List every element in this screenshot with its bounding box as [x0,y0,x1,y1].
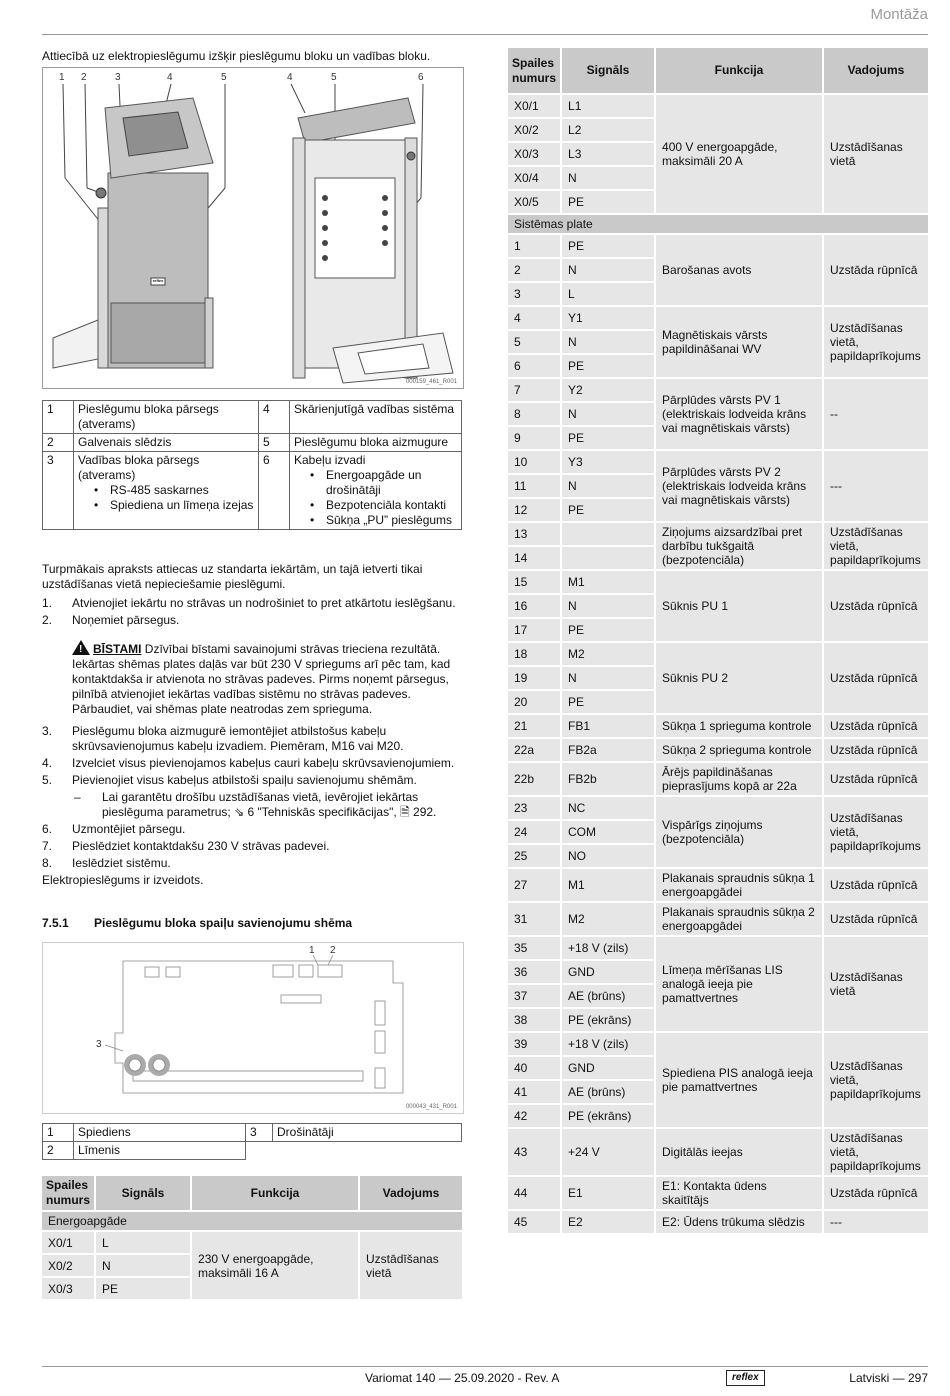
table-row [508,1033,928,1055]
step-number: 2. [42,613,53,627]
group-row [508,215,928,233]
col-signal: Signāls [96,1176,190,1210]
signal-cell: M1 [562,869,654,901]
table-row [508,523,928,545]
steps-list-b [42,724,462,888]
footer-rule [42,1366,928,1367]
signal-cell: PE [562,691,654,713]
signal-cell: PE (ekrāns) [562,1009,654,1031]
section-title: Pieslēgumu bloka spaiļu savienojumu shēma [94,916,353,930]
wiring-cell: -- [824,379,928,449]
step-item [42,724,462,754]
terminal-number-cell: 17 [508,619,560,641]
terminal-number-cell: 12 [508,499,560,521]
signal-cell: M2 [562,643,654,665]
legend-bullet: • RS-485 saskarnes [98,483,254,498]
terminal-number-cell: 21 [508,715,560,737]
function-cell: Spiediena PIS analogā ieeja pie pamattvertnes [656,1033,822,1127]
legend-table-1 [42,400,462,530]
terminal-number-cell: 3 [508,283,560,305]
signal-cell: M2 [562,903,654,935]
terminal-number-cell: 10 [508,451,560,473]
terminal-number-cell: 23 [508,797,560,819]
callout-2: 2 [81,72,87,83]
legend-num: 4 [259,401,290,434]
function-cell: Plakanais spraudnis sūkņa 1 energoapgādei [656,869,822,901]
function-cell: Pārplūdes vārsts PV 2 (elektriskais lodveida krāns vai magnētiskais vārsts) [656,451,822,521]
function-cell: Sūkņa 2 sprieguma kontrole [656,739,822,761]
wiring-cell: Uzstādīšanas vietā [824,937,928,1031]
terminal-number-cell: 43 [508,1129,560,1175]
wiring-cell: Uzstāda rūpnīcā [824,763,928,795]
signal-cell: +24 V [562,1129,654,1175]
group-label: Sistēmas plate [508,215,928,233]
step-text: Ieslēdziet sistēmu. [72,856,171,870]
terminal-number-cell: X0/3 [42,1278,94,1299]
table-row [508,451,928,473]
terminal-number-cell: 42 [508,1105,560,1127]
table-row [42,1232,462,1253]
step-item [42,773,462,788]
function-cell: E1: Kontakta ūdens skaitītājs [656,1177,822,1209]
signal-cell: NO [562,845,654,867]
callout-1: 1 [59,72,65,83]
signal-cell: E1 [562,1177,654,1209]
wiring-cell: Uzstādīšanas vietā [360,1232,462,1299]
table-body [508,235,928,1233]
signal-cell: PE [562,191,654,213]
terminal-number-cell: 36 [508,961,560,983]
step-text: Noņemiet pārsegus. [72,613,180,627]
wiring-cell: Uzstāda rūpnīcā [824,1177,928,1209]
step-number: 5. [42,773,53,787]
legend-bullet: • Sūkņa „PU” pieslēgums [314,513,457,528]
legend-text: Drošinātāji [273,1124,462,1142]
legend-num: 5 [259,434,290,452]
terminal-number-cell: 16 [508,595,560,617]
legend-bullet: • Energoapgāde un drošinātāji [314,468,457,498]
group-label: Energoapgāde [42,1212,462,1230]
terminal-number-cell: X0/1 [508,95,560,117]
table-row [508,715,928,737]
table-row [508,379,928,401]
signal-cell: L1 [562,95,654,117]
terminal-number-cell: 25 [508,845,560,867]
signal-cell: N [562,331,654,353]
wiring-cell: Uzstādīšanas vietā, papildaprīkojums [824,797,928,867]
callout-5b: 5 [331,72,337,83]
terminal-number-cell: 13 [508,523,560,545]
signal-cell: +18 V (zils) [562,1033,654,1055]
table-row [508,763,928,795]
signal-cell: M1 [562,571,654,593]
legend-text: Skārienjutīgā vadības sistēma [290,401,462,434]
system-terminal-table [506,46,930,1235]
terminal-number-cell: 22a [508,739,560,761]
function-cell: Līmeņa mērīšanas LIS analogā ieeja pie pamattvertnes [656,937,822,1031]
signal-cell: Y3 [562,451,654,473]
wiring-cell: Uzstādīšanas vietā, papildaprīkojums [824,307,928,377]
table-row [508,937,928,959]
signal-cell: GND [562,1057,654,1079]
table-row [508,869,928,901]
table-body [42,1232,462,1299]
callout-3: 3 [115,72,121,83]
legend-num: 6 [259,452,290,530]
function-cell: E2: Ūdens trūkuma slēdzis [656,1211,822,1233]
terminal-diagram [42,942,464,1114]
legend-num: 1 [43,1124,74,1142]
signal-cell: +18 V (zils) [562,937,654,959]
step-number: 6. [42,822,53,836]
result-text: Elektropieslēgums ir izveidots. [42,873,204,887]
substep-dash: – [74,790,81,804]
terminal-number-cell: X0/2 [508,119,560,141]
terminal-number-cell: 6 [508,355,560,377]
function-cell: 400 V energoapgāde, maksimāli 20 A [656,95,822,213]
wiring-cell: --- [824,451,928,521]
legend-text: Pieslēgumu bloka aizmugure [290,434,462,452]
signal-cell: N [562,403,654,425]
signal-cell: L3 [562,143,654,165]
terminal-number-cell: 7 [508,379,560,401]
wiring-cell: Uzstādīšanas vietā, papildaprīkojums [824,1129,928,1175]
table-row [508,797,928,819]
legend-bullet: • Spiediena un līmeņa izejas [98,498,254,513]
callout-3: 3 [96,1039,102,1050]
signal-cell: N [562,595,654,617]
signal-cell: N [562,667,654,689]
legend-item-title: Vadības bloka pārsegs (atverams) [78,453,200,482]
signal-cell: FB1 [562,715,654,737]
circuit-board-drawing [43,943,463,1113]
function-cell: Vispārīgs ziņojums (bezpotenciāla) [656,797,822,867]
description-paragraph: Turpmākais apraksts attiecas uz standarta iekārtām, un tajā ietverti tikai uzstādīšanas vietā nepieciešamie pieslēgumi. [42,562,423,591]
signal-cell: FB2a [562,739,654,761]
legend-text [74,452,259,530]
wiring-cell: Uzstāda rūpnīcā [824,739,928,761]
step-number: 7. [42,839,53,853]
function-cell: Ārējs papildināšanas pieprasījums kopā ar 22a [656,763,822,795]
col-wiring: Vadojums [824,48,928,93]
step-number: 3. [42,724,53,738]
terminal-number-cell: 22b [508,763,560,795]
legend-empty [273,1142,462,1160]
legend-num: 2 [43,1142,74,1160]
terminal-number-cell: 37 [508,985,560,1007]
step-item [42,756,462,771]
figure-code: 000043_431_R001 [405,1104,457,1110]
col-wiring: Vadojums [360,1176,462,1210]
legend-num: 1 [43,401,74,434]
terminal-number-cell: 44 [508,1177,560,1209]
table-row [508,1129,928,1175]
step-text: Pieslēgumu bloka aizmugurē iemontējiet atbilstošus kabeļu skrūvsavienojumus kabeļu izvadiem. Piemēram, M16 vai M20. [72,724,404,753]
step-item [42,822,462,837]
danger-notice [72,640,467,717]
legend-item-title: Kabeļu izvadi [294,453,366,467]
terminal-number-cell: 18 [508,643,560,665]
header-rule [42,34,928,35]
step-text: Pievienojiet visus kabeļus atbilstoši spaiļu savienojumu shēmām. [72,773,417,787]
signal-cell: N [562,167,654,189]
danger-text: Dzīvībai bīstami savainojumi strāvas trieciena rezultātā. Iekārtas shēmas plates daļās var būt 230 V spriegums arī pēc tam, kad kontaktdakša ir atvienota no strāvas padeves. Pirms noņemt pārsegus, pilnībā atvienojiet iekārtas vadības sistēmu no strāvas padeves. Pārbaudiet, vai shēmas plate neatrodas zem sprieguma. [72,642,451,716]
terminal-number-cell: 41 [508,1081,560,1103]
wiring-cell: Uzstādīšanas vietā, papildaprīkojums [824,1033,928,1127]
function-cell: Magnētiskais vārsts papildināšanai WV [656,307,822,377]
col-signal: Signāls [562,48,654,93]
terminal-number-cell: 15 [508,571,560,593]
step-number: 8. [42,856,53,870]
legend-row [43,1124,462,1142]
wiring-cell: Uzstāda rūpnīcā [824,235,928,305]
callout-4: 4 [167,72,173,83]
page-section-title: Montāža [870,6,928,23]
terminal-number-cell: 40 [508,1057,560,1079]
signal-cell: L [96,1232,190,1253]
function-cell: Sūknis PU 1 [656,571,822,641]
signal-cell: NC [562,797,654,819]
terminal-number-cell: X0/5 [508,191,560,213]
terminal-number-cell: 24 [508,821,560,843]
col-function: Funkcija [656,48,822,93]
footer-page: Latviski — 297 [849,1371,928,1385]
terminal-number-cell: 45 [508,1211,560,1233]
signal-cell [562,523,654,545]
terminal-number-cell: X0/3 [508,143,560,165]
danger-label: BĪSTAMI [93,642,142,656]
terminal-number-cell: 27 [508,869,560,901]
table-row [508,1211,928,1233]
signal-cell: N [562,475,654,497]
signal-cell: PE [562,499,654,521]
function-cell: Sūkņa 1 sprieguma kontrole [656,715,822,737]
wiring-cell: Uzstāda rūpnīcā [824,571,928,641]
legend-num: 3 [246,1124,273,1142]
step-item [42,596,462,611]
group-row [42,1212,462,1230]
col-terminal-number: Spailes numurs [508,48,560,93]
function-cell: 230 V energoapgāde, maksimāli 16 A [192,1232,358,1299]
signal-cell: PE [562,355,654,377]
callout-4b: 4 [287,72,293,83]
terminal-number-cell: 39 [508,1033,560,1055]
terminal-number-cell: 2 [508,259,560,281]
terminal-number-cell: 1 [508,235,560,257]
signal-cell: PE [96,1278,190,1299]
signal-cell: PE [562,235,654,257]
steps-list-a [42,596,462,628]
table-row [508,235,928,257]
legend-num: 2 [43,434,74,452]
table-row [508,1177,928,1209]
terminal-number-cell: 31 [508,903,560,935]
signal-cell: FB2b [562,763,654,795]
step-text: Uzmontējiet pārsegu. [72,822,186,836]
footer-logo: reflex [726,1370,765,1386]
table-body [508,95,928,213]
device-logo: reflex [152,278,164,283]
callout-5: 5 [221,72,227,83]
figure-code: 000159_461_R001 [405,379,457,385]
table-row [508,95,928,117]
signal-cell: COM [562,821,654,843]
table-row [508,571,928,593]
device-figure [42,67,464,389]
signal-cell: N [562,259,654,281]
signal-cell: PE (ekrāns) [562,1105,654,1127]
section-heading [42,916,352,930]
terminal-number-cell: 11 [508,475,560,497]
table-row [508,739,928,761]
table-row [508,307,928,329]
callout-2: 2 [330,945,336,956]
terminal-number-cell: X0/2 [42,1255,94,1276]
terminal-number-cell: 38 [508,1009,560,1031]
substep-text: Lai garantētu drošību uzstādīšanas vietā, ievērojiet iekārtas pieslēguma parametrus; ⇘ 6 "Tehniskās specifikācijas", 🗎 292. [102,790,437,819]
callout-6: 6 [418,72,424,83]
function-cell: Digitālās ieejas [656,1129,822,1175]
signal-cell: AE (brūns) [562,1081,654,1103]
function-cell: Plakanais spraudnis sūkņa 2 energoapgādei [656,903,822,935]
legend-text: Spiediens [74,1124,246,1142]
signal-cell: E2 [562,1211,654,1233]
legend-row [43,1142,462,1160]
terminal-number-cell: X0/1 [42,1232,94,1253]
function-cell: Ziņojums aizsardzībai pret darbību tukšgaitā (bezpotenciāla) [656,523,822,569]
terminal-number-cell: 9 [508,427,560,449]
wiring-cell: Uzstāda rūpnīcā [824,643,928,713]
signal-cell: N [96,1255,190,1276]
legend-text: Galvenais slēdzis [74,434,259,452]
step-item [42,856,462,871]
step-text: Pieslēdziet kontaktdakšu 230 V strāvas padevei. [72,839,330,853]
warning-icon [72,640,90,655]
step-item [42,613,462,628]
footer-document: Variomat 140 — 25.09.2020 - Rev. A [365,1371,560,1385]
signal-cell: GND [562,961,654,983]
wiring-cell: Uzstādīšanas vietā, papildaprīkojums [824,523,928,569]
legend-bullet: • Bezpotenciāla kontakti [314,498,457,513]
signal-cell: L [562,283,654,305]
table-header-row [42,1176,462,1210]
step-number: 4. [42,756,53,770]
signal-cell: AE (brūns) [562,985,654,1007]
table-header-row [508,48,928,93]
function-cell: Barošanas avots [656,235,822,305]
wiring-cell: --- [824,1211,928,1233]
legend-row [43,452,462,530]
step-number: 1. [42,596,53,610]
section-number: 7.5.1 [42,916,69,930]
legend-empty [246,1142,273,1160]
device-drawing [43,68,463,388]
wiring-cell: Uzstāda rūpnīcā [824,903,928,935]
terminal-number-cell: 4 [508,307,560,329]
signal-cell: PE [562,427,654,449]
col-function: Funkcija [192,1176,358,1210]
callout-1: 1 [309,945,315,956]
wiring-cell: Uzstāda rūpnīcā [824,715,928,737]
legend-num: 3 [43,452,74,530]
legend-table-2 [42,1123,462,1160]
step-text: Izvelciet visus pievienojamos kabeļus cauri kabeļu skrūvsavienojumiem. [72,756,455,770]
legend-text [290,452,462,530]
wiring-cell: Uzstāda rūpnīcā [824,869,928,901]
terminal-number-cell: X0/4 [508,167,560,189]
table-row [508,903,928,935]
wiring-cell: Uzstādīšanas vietā [824,95,928,213]
function-cell: Pārplūdes vārsts PV 1 (elektriskais lodveida krāns vai magnētiskais vārsts) [656,379,822,449]
intro-text: Attiecībā uz elektropieslēgumu izšķir pieslēgumu bloku un vadības bloku. [42,49,431,63]
signal-cell: Y1 [562,307,654,329]
step-item [42,839,462,854]
substep-item [42,790,462,820]
terminal-number-cell: 14 [508,547,560,569]
terminal-number-cell: 8 [508,403,560,425]
terminal-number-cell: 35 [508,937,560,959]
step-text: Atvienojiet iekārtu no strāvas un nodrošiniet to pret atkārtotu ieslēgšanu. [72,596,456,610]
legend-text: Līmenis [74,1142,246,1160]
table-row [508,643,928,665]
legend-row [43,434,462,452]
power-terminal-table [40,1174,464,1301]
legend-text: Pieslēgumu bloka pārsegs (atverams) [74,401,259,434]
col-terminal-number: Spailes numurs [42,1176,94,1210]
terminal-number-cell: 5 [508,331,560,353]
legend-row [43,401,462,434]
signal-cell: L2 [562,119,654,141]
signal-cell: PE [562,619,654,641]
signal-cell [562,547,654,569]
terminal-number-cell: 19 [508,667,560,689]
function-cell: Sūknis PU 2 [656,643,822,713]
signal-cell: Y2 [562,379,654,401]
terminal-number-cell: 20 [508,691,560,713]
